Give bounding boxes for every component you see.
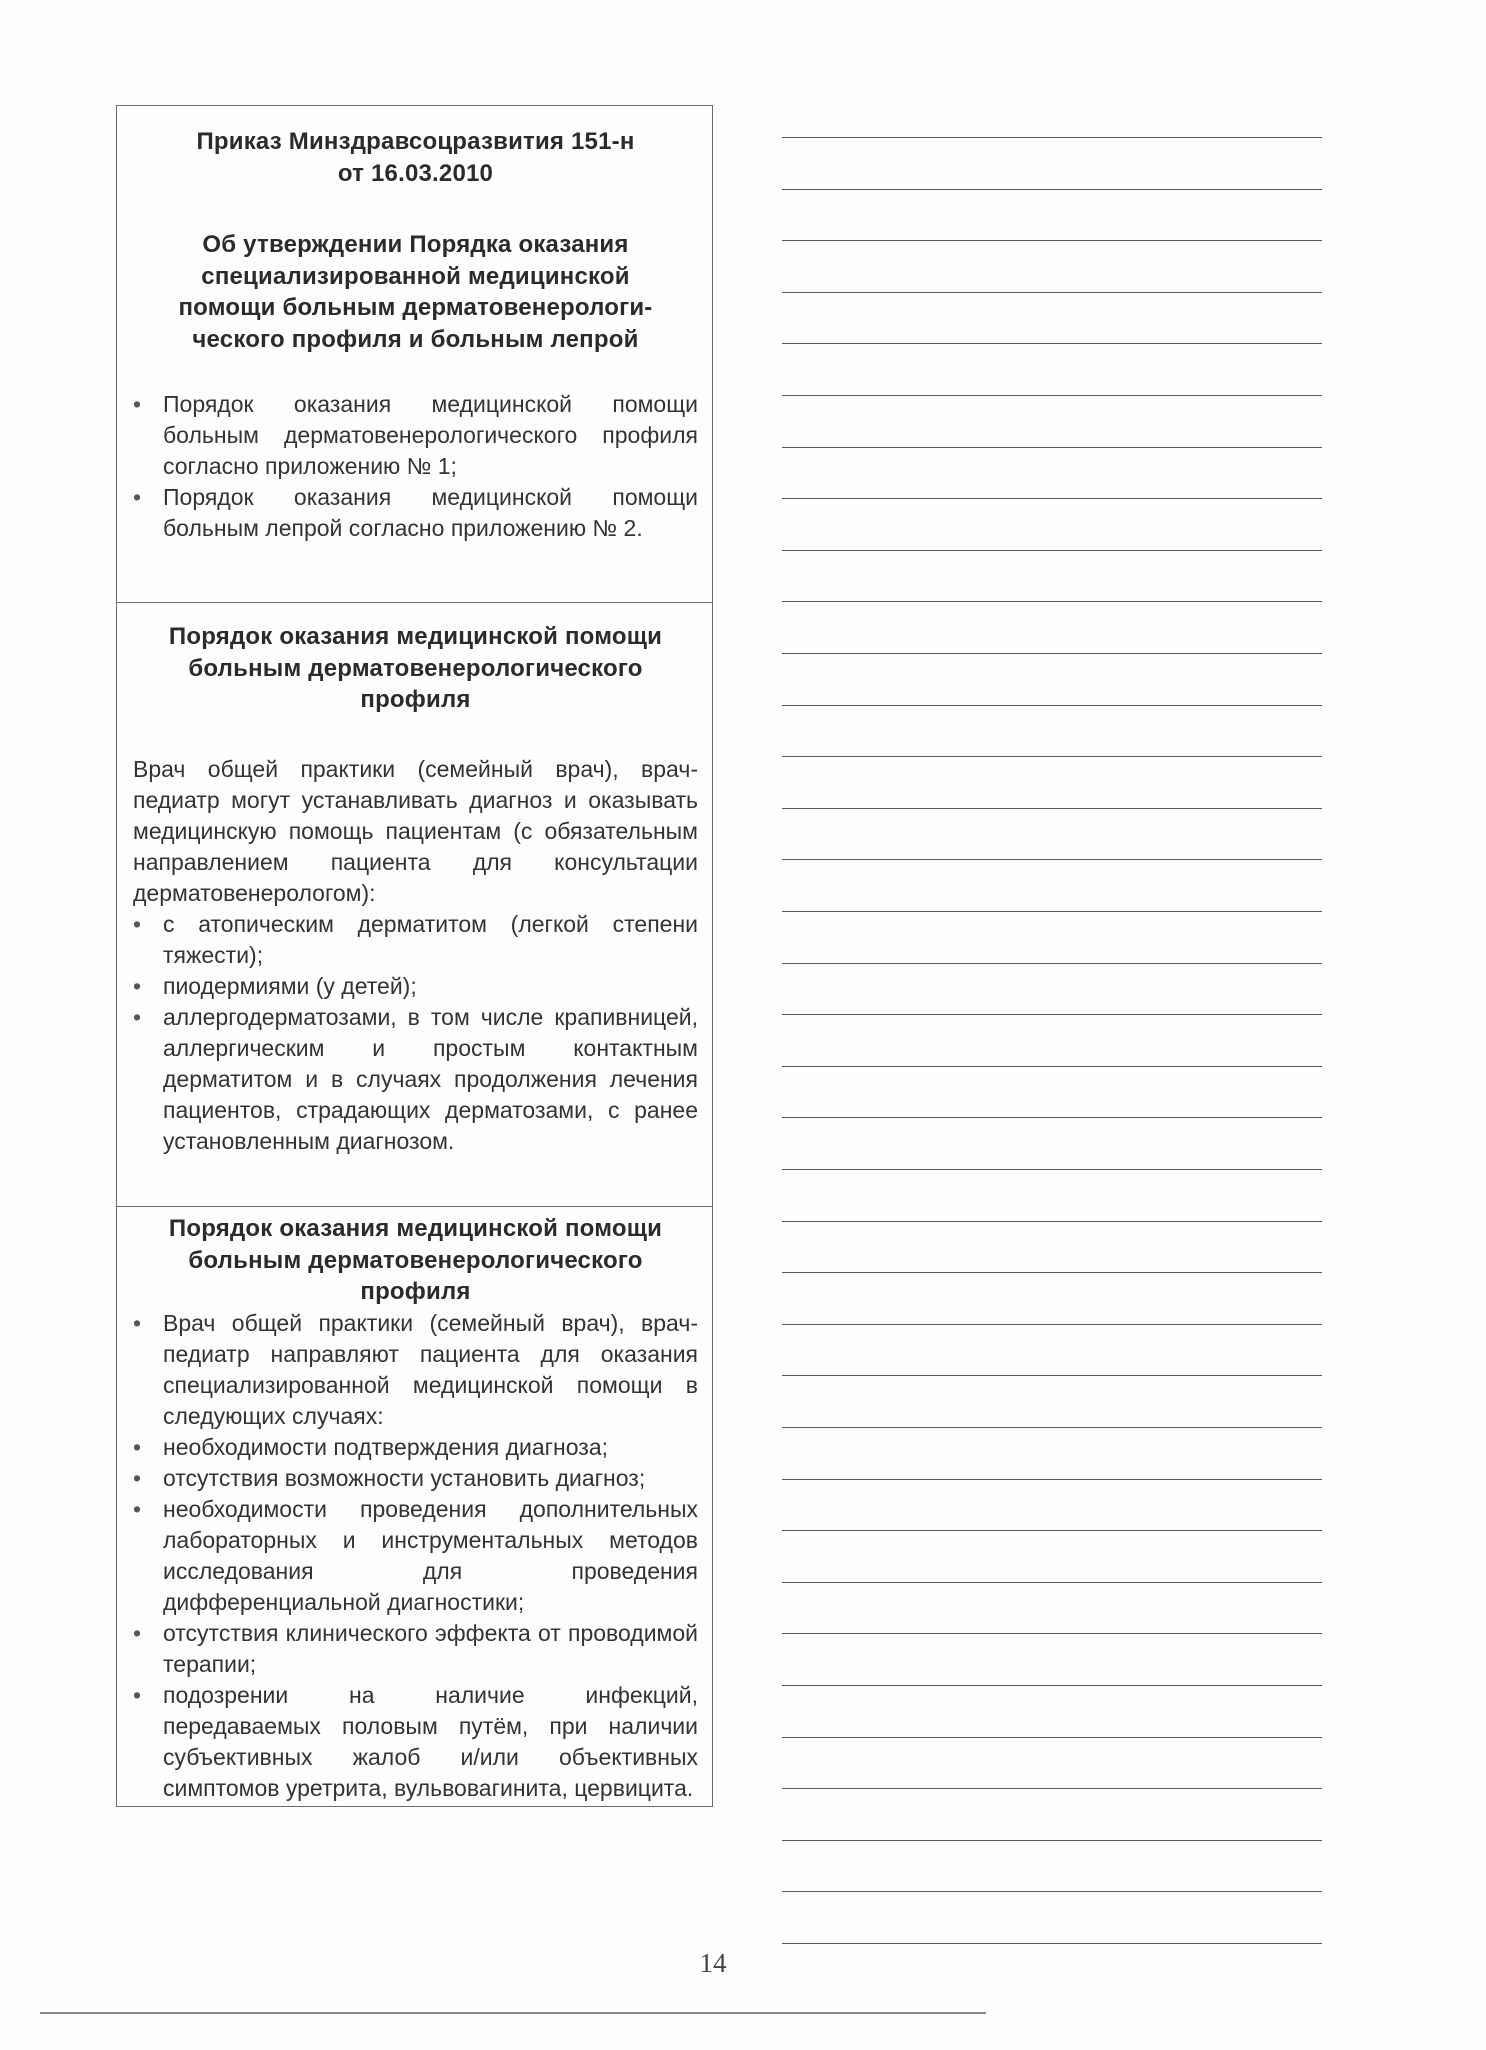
list-item: • отсутствия клинического эффекта от проводимой терапии; [133,1618,698,1680]
note-line [782,189,1322,190]
note-line [782,1840,1322,1841]
note-line [782,1737,1322,1738]
note-line [782,1943,1322,1944]
subtitle-line: ческого профиля и больным лепрой [192,325,639,353]
note-line [782,1324,1322,1325]
note-line [782,240,1322,241]
section-heading [133,1213,698,1308]
heading-line: профиля [360,686,471,713]
note-line [782,653,1322,654]
content-table [116,105,713,1807]
list-item: • подозрении на наличие инфекций, передаваемых половым путём, при наличии субъективных жалоб и/или объективных симптомов уретрита, вульвовагинита, цервицита. [133,1680,698,1804]
note-line [782,550,1322,551]
note-line [782,1685,1322,1686]
note-line [782,343,1322,344]
page-number: 14 [699,1948,727,1978]
note-line [782,705,1322,706]
note-line [782,1582,1322,1583]
order-subtitle [133,229,698,355]
list-item: • отсутствия возможности установить диагноз; [133,1463,698,1494]
note-line [782,963,1322,964]
subtitle-line: Об утверждении Порядка оказания [202,231,629,258]
gp-diagnosis-cell [117,602,712,1206]
note-line [782,292,1322,293]
note-line [782,498,1322,499]
list-item: • пиодермиями (у детей); [133,971,698,1002]
note-line [782,395,1322,396]
order-title-line: Приказ Минздравсоцразвития 151-н [196,128,635,155]
page-bottom-rule [40,2012,986,2014]
note-line [782,808,1322,809]
note-line [782,859,1322,860]
list-item: • необходимости проведения дополнительных лабораторных и инструментальных методов исследования для проведения дифференциальной диагностики; [133,1494,698,1618]
list-item: • необходимости подтверждения диагноза; [133,1432,698,1463]
note-line [782,1014,1322,1015]
note-line [782,1427,1322,1428]
order-appendix-list [133,389,698,544]
note-line [782,137,1322,138]
list-item: • аллергодерматозами, в том числе крапивницей, аллергическим и простым контактным дерматитом и в случаях продолжения лечения пациентов, страдающих дерматозами, с ранее установленным диагнозом. [133,1002,698,1157]
subtitle-line: помощи больным дерматовенерологи- [178,294,653,321]
note-line [782,447,1322,448]
list-item: • Порядок оказания медицинской помощи больным лепрой согласно приложению № 2. [133,482,698,544]
note-line [782,756,1322,757]
referral-cell [117,1206,712,1806]
note-line [782,1788,1322,1789]
list-item: • Врач общей практики (семейный врач), врач-педиатр направляют пациента для оказания специализированной медицинской помощи в следующих случаях: [133,1308,698,1432]
list-item: • Порядок оказания медицинской помощи больным дерматовенерологического профиля согласно приложению № 1; [133,389,698,482]
note-line [782,1633,1322,1634]
referral-list [133,1308,698,1804]
note-line [782,1221,1322,1222]
section-intro: Врач общей практики (семейный врач), врач-педиатр могут устанавливать диагноз и оказывать медицинскую помощь пациентам (с обязательным направлением пациента для консультации дерматовенерологом): [133,755,698,906]
heading-line: больным дерматовенерологического [188,1246,643,1274]
note-line [782,1891,1322,1892]
list-item: • с атопическим дерматитом (легкой степени тяжести); [133,909,698,971]
conditions-list [133,909,698,1157]
heading-line: больным дерматовенерологического [188,654,643,682]
order-date-line: от 16.03.2010 [337,159,494,187]
heading-line: Порядок оказания медицинской помощи [168,623,663,650]
order-title [133,126,698,189]
note-line [782,1066,1322,1067]
note-line [782,1169,1322,1170]
note-line [782,1272,1322,1273]
heading-line: профиля [360,1278,471,1305]
note-line [782,1530,1322,1531]
note-line [782,911,1322,912]
subtitle-line: специализированной медицинской [201,262,630,290]
note-line [782,601,1322,602]
heading-line: Порядок оказания медицинской помощи [168,1215,663,1242]
note-line [782,1479,1322,1480]
order-summary-cell [117,106,712,602]
note-line [782,1117,1322,1118]
note-line [782,1375,1322,1376]
section-heading [133,621,698,716]
